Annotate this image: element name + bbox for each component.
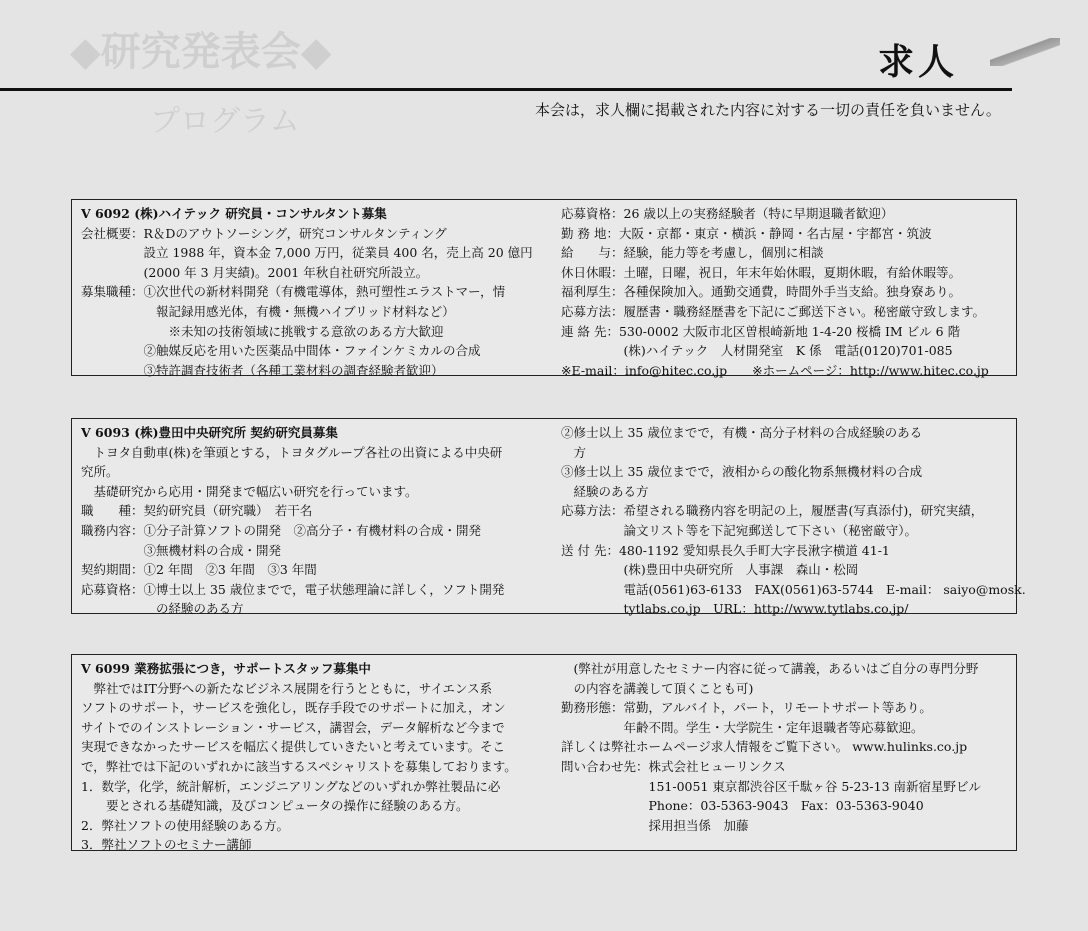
listing-line: 弊社ではIT分野への新たなビジネス展開を行うとともに，サイエンス系: [81, 680, 493, 696]
bleed-through-subheading: プログラム: [150, 104, 300, 139]
listing-line: 報記録用感光体，有機・無機ハイブリッド材料など）: [81, 303, 455, 319]
listing-line: 2．弊社ソフトの使用経験のある方。: [81, 817, 289, 833]
listing-line: 詳しくは弊社ホームページ求人情報をご覧下さい。 www.hulinks.co.jp: [561, 739, 968, 755]
listing-line: 論文リスト等を下記宛郵送して下さい（秘密厳守）。: [561, 522, 918, 538]
listing-heading: V 6099 業務拡張につき，サポートスタッフ募集中: [81, 661, 371, 676]
listing-contact-line: Phone：03-5363-9043 Fax：03-5363-9040: [561, 798, 924, 814]
listing-line: ※未知の技術領域に挑戦する意欲のある方大歓迎: [81, 323, 444, 339]
listing-heading: V 6093 (株)豊田中央研究所 契約研究員募集: [81, 425, 338, 440]
listing-line: 1．数学，化学，統計解析，エンジニアリングなどのいずれか弊社製品に必: [81, 778, 501, 794]
listing-line: の内容を講義して頂くことも可): [561, 680, 754, 696]
listing-left-column: [81, 204, 533, 380]
listing-line: (弊社が用意したセミナー内容に従って講義，あるいはご自分の専門分野: [561, 661, 979, 676]
listing-line: 会社概要：R＆Dのアウトソーシング，研究コンサルタンティング: [81, 225, 447, 241]
listing-line: 応募方法：履歴書・職務経歴書を下記にご郵送下さい。秘密厳守致します。: [561, 303, 986, 319]
listing-line: (2000 年 3 月実績)。2001 年秋自社研究所設立。: [81, 264, 429, 280]
listing-line: 送 付 先：480-1192 愛知県長久手町大字長湫字横道 41-1: [561, 542, 890, 558]
listing-line: 設立 1988 年，資本金 7,000 万円，従業員 400 名，売上高 20 億円: [81, 245, 533, 261]
job-listing-v6092: [71, 199, 1017, 376]
listing-line: 3．弊社ソフトのセミナー講師: [81, 837, 252, 853]
listing-line: ②触媒反応を用いた医薬品中間体・ファインケミカルの合成: [81, 343, 481, 359]
listing-line: 実現できなかったサービスを幅広く提供していきたいと考えています。そこ: [81, 739, 506, 755]
listing-line: 募集職種：①次世代の新材料開発（有機電導体，熱可塑性エラストマー，情: [81, 284, 506, 300]
listing-line: 151-0051 東京都渋谷区千駄ヶ谷 5-23-13 南新宿星野ビル: [561, 778, 982, 794]
listing-heading: V 6092 (株)ハイテック 研究員・コンサルタント募集: [81, 206, 387, 221]
listing-line: ③修士以上 35 歳位までで，液相からの酸化物系無機材料の合成: [561, 464, 923, 480]
listing-line: 要とされる基礎知識，及びコンピュータの操作に経験のある方。: [81, 798, 469, 814]
listing-line: 応募資格：26 歳以上の実務経験者（特に早期退職者歓迎）: [561, 206, 894, 221]
listing-line: 問い合わせ先：株式会社ヒューリンクス: [561, 758, 786, 774]
listing-line: 勤務形態：常勤，アルバイト，パート，リモートサポート等あり。: [561, 700, 932, 716]
title-decoration: [990, 38, 1060, 66]
listing-line: 方: [561, 444, 587, 460]
listing-line: 応募資格：①博士以上 35 歳位までで，電子状態理論に詳しく，ソフト開発: [81, 581, 505, 597]
listing-line: 年齢不問。学生・大学院生・定年退職者等応募歓迎。: [561, 719, 924, 735]
listing-right-column: [561, 659, 981, 835]
listing-line: ソフトのサポート，サービスを強化し，既存手段でのサポートに加え，オン: [81, 700, 506, 716]
listing-right-column: [561, 423, 1026, 619]
listing-contact-line: tytlabs.co.jp URL：http://www.tytlabs.co.jp/: [561, 601, 909, 617]
listing-line: 勤 務 地：大阪・京都・東京・横浜・静岡・名古屋・宇都宮・筑波: [561, 225, 932, 241]
listing-line: ③無機材料の合成・開発: [81, 542, 282, 558]
listing-contact-line: ※E-mail：info@hitec.co.jp ※ホームページ：http://www.hitec.co.jp: [561, 362, 989, 378]
listing-left-column: [81, 423, 504, 619]
listing-line: 基礎研究から応用・開発まで幅広い研究を行っています。: [81, 483, 418, 499]
listing-line: 応募方法：希望される職務内容を明記の上，履歴書(写真添付)，研究実績，: [561, 503, 984, 519]
listing-line: 職務内容：①分子計算ソフトの開発 ②高分子・有機材料の合成・開発: [81, 522, 482, 538]
listing-line: の経験のある方: [81, 601, 244, 617]
listing-line: サイトでのインストレーション・サービス，講習会，データ解析など今まで: [81, 719, 505, 735]
listing-line: 職 種：契約研究員（研究職） 若干名: [81, 503, 313, 519]
listing-line: ③特許調査技術者（各種工業材料の調査経験者歓迎）: [81, 362, 444, 378]
listing-line: 給 与：経験，能力等を考慮し，個別に相談: [561, 245, 824, 261]
listing-line: 究所。: [81, 464, 119, 480]
listing-line: 連 絡 先：530-0002 大阪市北区曽根崎新地 1-4-20 桜橋 IM ビル 6 階: [561, 323, 961, 339]
job-listing-v6093: [71, 418, 1026, 617]
listing-contact-line: 電話(0561)63-6133 FAX(0561)63-5744 E-mail： saiyo@mosk.: [561, 581, 1026, 597]
header-rule: [0, 88, 1012, 91]
listing-line: 休日休暇：土曜，日曜，祝日，年末年始休暇，夏期休暇，有給休暇等。: [561, 264, 962, 280]
job-listing-v6099: [71, 654, 1017, 851]
listing-line: で，弊社では下記のいずれかに該当するスペシャリストを募集しております。: [81, 758, 517, 774]
listing-line: ②修士以上 35 歳位までで，有機・高分子材料の合成経験のある: [561, 425, 923, 440]
listing-line: (株)ハイテック 人材開発室 K 係 電話(0120)701-085: [561, 343, 953, 359]
disclaimer-notice: 本会は，求人欄に掲載された内容に対する一切の責任を負いません。: [535, 101, 1001, 119]
listing-left-column: [81, 659, 517, 855]
listing-line: 経験のある方: [561, 483, 649, 499]
listing-right-column: [561, 204, 989, 380]
listing-line: トヨタ自動車(株)を筆頭とする，トヨタグループ各社の出資による中央研: [81, 444, 503, 460]
listing-line: 契約期間：①2 年間 ②3 年間 ③3 年間: [81, 562, 317, 578]
page-title: 求人: [878, 41, 959, 83]
listing-line: 福利厚生：各種保険加入。通勤交通費，時間外手当支給。独身寮あり。: [561, 284, 962, 300]
listing-line: (株)豊田中央研究所 人事課 森山・松岡: [561, 562, 859, 578]
listing-line: 採用担当係 加藤: [561, 817, 749, 833]
bleed-through-heading: ◆研究発表会◆: [70, 29, 332, 75]
